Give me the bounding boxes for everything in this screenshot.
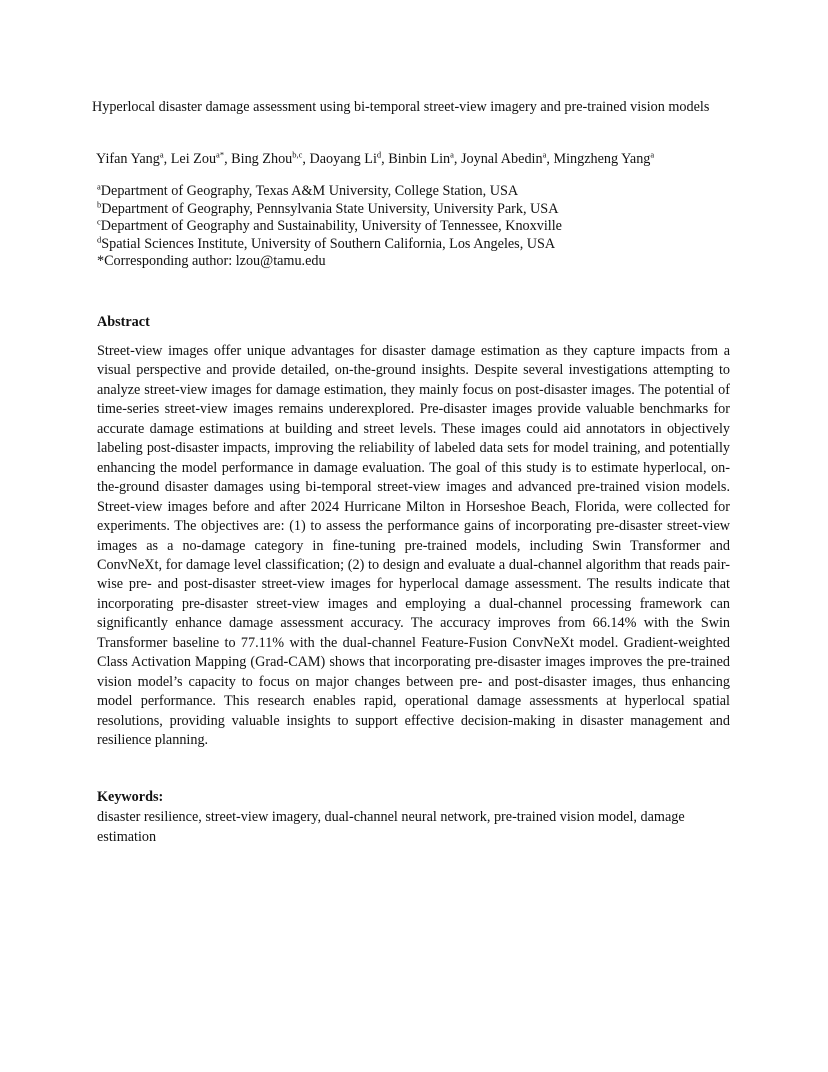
author: Joynal Abedin$^a$ — [461, 149, 547, 167]
abstract-heading: Abstract — [97, 314, 150, 330]
affiliation: $^c$Department of Geography and Sustainability, University of Tennessee, Knoxville — [97, 216, 562, 235]
author-list: Yifan Yang$^a$, Lei Zou$^{a*}$, Bing Zhou$^{b,c}$, Daoyang Li$^d$, Binbin Lin$^a$, Joynal Abedin$^a$, Mingzheng Yang$^a$ — [96, 149, 655, 167]
affiliation: $^b$Department of Geography, Pennsylvania State University, University Park, USA — [97, 198, 559, 217]
author: Binbin Lin$^a$ — [388, 149, 454, 167]
author: Yifan Yang$^a$ — [96, 149, 164, 167]
paper-title: Hyperlocal disaster damage assessment using bi-temporal street-view imagery and pre-trained vision models — [92, 99, 710, 115]
affiliation: $^a$Department of Geography, Texas A&M University, College Station, USA — [97, 181, 519, 199]
author: Daoyang Li$^d$ — [309, 149, 382, 167]
author: Bing Zhou$^{b,c}$ — [231, 149, 303, 167]
corresponding-author: *Corresponding author: lzou@tamu.edu — [97, 253, 326, 270]
keywords-text: disaster resilience, street-view imagery, dual-channel neural network, pre-trained vision model, damage estimation — [97, 809, 685, 845]
affiliation: $^d$Spatial Sciences Institute, University of Southern California, Los Angeles, USA — [97, 234, 556, 252]
keywords-heading: Keywords: — [97, 789, 164, 805]
abstract-text: Street-view images offer unique advantages for disaster damage estimation as they capture impacts from a visual perspective and provide detailed, on-the-ground insights. Despite several investigations attempting to analyze street-view images for damage estimation, they mainly focus on post-disaster images. The potential of time-series street-view images remains underexplored. Pre-disaster images provide valuable benchmarks for accurate damage estimations at building and street levels. These images could aid annotators in objectively labeling post-disaster impacts, improving the reliability of labeled data sets for model training, and potentially enhancing the model performance in damage evaluation. The goal of this study is to estimate hyperlocal, on-the-ground disaster damages using bi-temporal street-view images and advanced pre-trained vision models. Street-view images before and after 2024 Hurricane Milton in Horseshoe Beach, Florida, were collected for experiments. The objectives are: (1) to assess the performance gains of incorporating pre-disaster street-view images as a no-damage category in fine-tuning pre-trained models, including Swin Transformer and ConvNeXt, for damage level classification; (2) to design and evaluate a dual-channel algorithm that reads pair-wise pre- and post-disaster street-view images for hyperlocal damage assessment. The results indicate that incorporating pre-disaster street-view images and employing a dual-channel processing framework can significantly enhance damage assessment accuracy. The accuracy improves from 66.14% with the Swin Transformer baseline to 77.11% with the dual-channel Feature-Fusion ConvNeXt model. Gradient-weighted Class Activation Mapping (Grad-CAM) shows that incorporating pre-disaster images improves the pre-trained vision model’s capacity to focus on major changes between pre- and post-disaster images, thus enhancing model performance. This research enables rapid, operational damage assessments at hyperlocal spatial resolutions, providing valuable insights to support effective decision-making in disaster management and resilience planning. — [97, 343, 730, 749]
author: Mingzheng Yang$^a$ — [553, 149, 655, 167]
author: Lei Zou$^{a*}$ — [170, 149, 225, 167]
affiliation-list — [97, 183, 737, 271]
